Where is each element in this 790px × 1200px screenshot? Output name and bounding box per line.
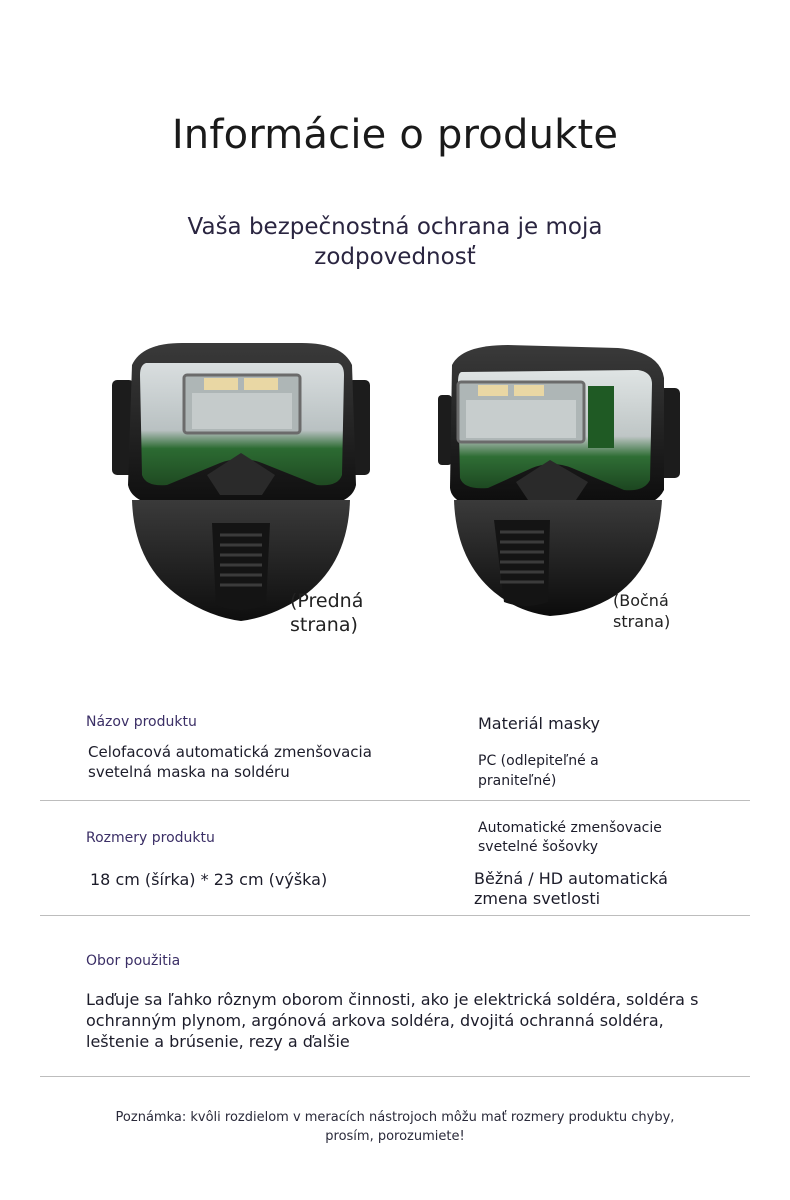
divider	[40, 800, 750, 801]
page-subtitle: Vaša bezpečnostná ochrana je moja zodpovednosť	[187, 214, 603, 270]
product-name-value: Celofacová automatická zmenšovacia svetelná maska na soldéru	[88, 743, 372, 781]
lens-label: Automatické zmenšovacie svetelné šošovky	[478, 820, 662, 855]
dimensions-value: 18 cm (šírka) * 23 cm (výška)	[90, 870, 328, 889]
material-label: Materiál masky	[478, 714, 600, 733]
dimensions-label: Rozmery produktu	[86, 830, 215, 846]
divider	[40, 915, 750, 916]
front-caption: (Predná strana)	[290, 590, 364, 636]
footer-note: Poznámka: kvôli rozdielom v meracích nástrojoch môžu mať rozmery produktu chyby, prosím, porozumiete!	[115, 1110, 675, 1144]
usage-label: Obor použitia	[86, 953, 181, 969]
usage-value: Laďuje sa ľahko rôznym oborom činnosti, ako je elektrická soldéra, soldéra s ochranným plynom, argónová arkova soldéra, dvojitá ochranná soldéra, leštenie a brúsenie, rezy a ďalšie	[86, 990, 699, 1051]
mask-side-image	[438, 340, 683, 625]
side-caption: (Bočná strana)	[613, 591, 671, 631]
page-title: Informácie o produkte	[171, 112, 619, 158]
divider	[40, 1076, 750, 1077]
lens-value: Běžná / HD automatická zmena svetlosti	[474, 869, 668, 908]
material-value: PC (odlepiteľné a praniteľné)	[478, 753, 599, 789]
product-name-label: Názov produktu	[86, 714, 197, 730]
